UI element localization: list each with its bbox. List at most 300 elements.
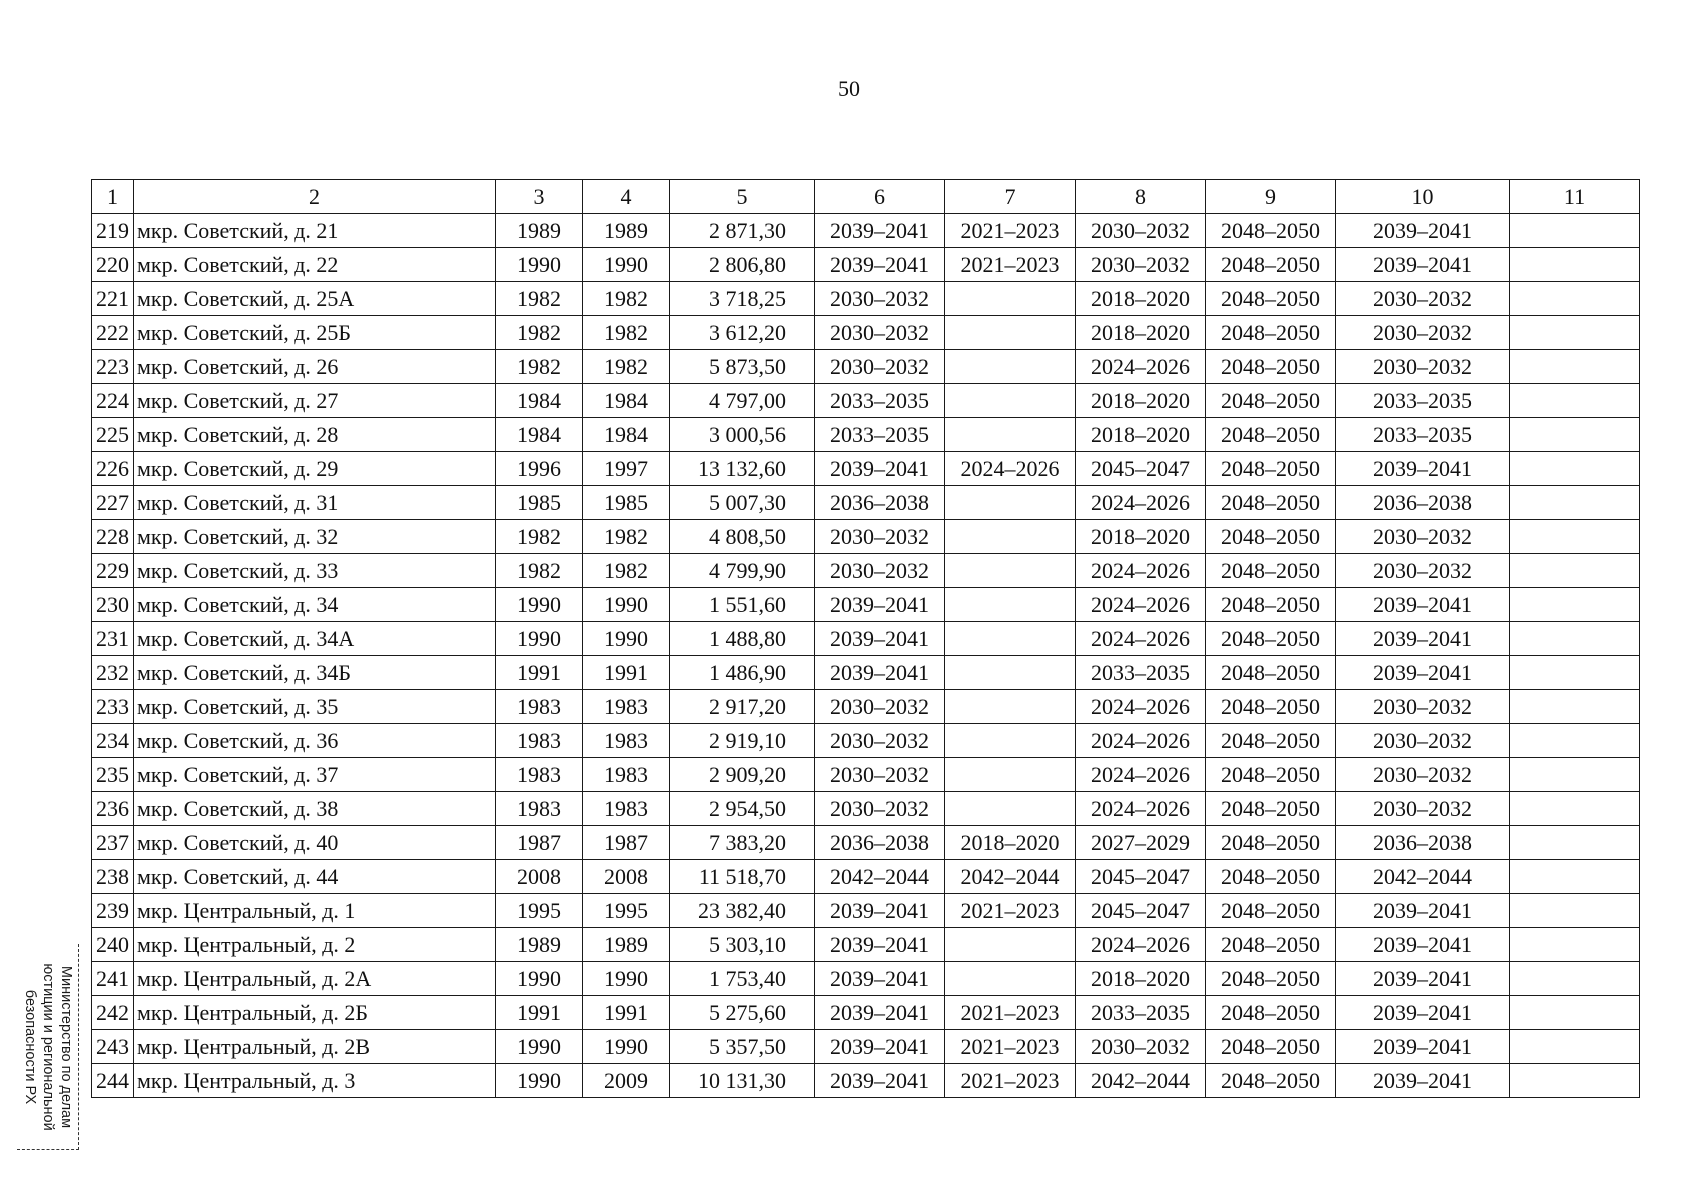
header-cell: 9 [1206,180,1336,214]
table-cell: 4 797,00 [670,384,815,418]
table-cell [1510,1064,1640,1098]
table-cell: 2021–2023 [945,894,1076,928]
table-cell: 5 007,30 [670,486,815,520]
table-row [92,622,1640,656]
table-cell: 1995 [496,894,583,928]
header-cell: 10 [1336,180,1510,214]
table-cell: 2030–2032 [1336,792,1510,826]
table-cell: 1982 [583,520,670,554]
table-cell: 1985 [496,486,583,520]
table-cell: 2018–2020 [1076,282,1206,316]
table-row [92,758,1640,792]
table-cell [945,792,1076,826]
table-cell [945,962,1076,996]
table-cell: 2033–2035 [1076,996,1206,1030]
table-cell: 2030–2032 [815,520,945,554]
table-cell: 2039–2041 [1336,656,1510,690]
table-cell [945,316,1076,350]
table-cell: мкр. Советский, д. 44 [134,860,496,894]
table-cell: 2030–2032 [1336,724,1510,758]
table-row [92,792,1640,826]
table-cell: мкр. Советский, д. 29 [134,452,496,486]
table-cell: 244 [92,1064,134,1098]
header-cell: 3 [496,180,583,214]
table-cell: 1982 [496,554,583,588]
table-row [92,1030,1640,1064]
header-cell: 2 [134,180,496,214]
table-row [92,996,1640,1030]
table-cell: 2048–2050 [1206,486,1336,520]
table-cell: 1990 [496,588,583,622]
table-cell: 1984 [496,418,583,452]
table-cell: мкр. Советский, д. 35 [134,690,496,724]
table-cell: 2 919,10 [670,724,815,758]
table-cell: 2024–2026 [1076,350,1206,384]
header-cell: 11 [1510,180,1640,214]
table-row [92,316,1640,350]
table-cell: 1991 [583,996,670,1030]
table-cell: 2039–2041 [815,1030,945,1064]
table-row [92,520,1640,554]
table-row [92,962,1640,996]
table-cell [1510,724,1640,758]
table-cell [1510,554,1640,588]
housing-register-table [91,179,1640,1098]
table-cell [1510,622,1640,656]
table-cell: 1991 [496,656,583,690]
table-cell [1510,690,1640,724]
table-cell: 1990 [583,248,670,282]
table-cell: 2039–2041 [1336,894,1510,928]
table-cell: 1983 [583,724,670,758]
table-cell: 1982 [496,520,583,554]
table-cell: 2033–2035 [1336,418,1510,452]
header-cell: 5 [670,180,815,214]
table-cell: 2042–2044 [1076,1064,1206,1098]
table-cell [1510,996,1640,1030]
table-cell: 238 [92,860,134,894]
table-cell: 1 486,90 [670,656,815,690]
table-cell: 2048–2050 [1206,962,1336,996]
table-cell: 1982 [583,554,670,588]
table-cell: 13 132,60 [670,452,815,486]
table-cell: мкр. Советский, д. 34А [134,622,496,656]
table-cell: 2030–2032 [1336,350,1510,384]
table-cell [1510,384,1640,418]
table-cell: 241 [92,962,134,996]
table-row [92,214,1640,248]
table-cell: 1984 [583,418,670,452]
table-cell [945,656,1076,690]
table-cell: 2048–2050 [1206,588,1336,622]
table-cell: 2030–2032 [815,554,945,588]
table-cell: 2039–2041 [1336,588,1510,622]
table-cell: 224 [92,384,134,418]
table-cell: 228 [92,520,134,554]
table-cell: 2024–2026 [1076,588,1206,622]
table-cell: 1982 [496,282,583,316]
table-cell: 2033–2035 [815,418,945,452]
table-cell: 2048–2050 [1206,248,1336,282]
table-cell: 239 [92,894,134,928]
table-row [92,894,1640,928]
table-cell [1510,282,1640,316]
table-row [92,248,1640,282]
table-cell: 2030–2032 [1336,520,1510,554]
table-cell: 2030–2032 [815,724,945,758]
table-cell: 2030–2032 [1336,554,1510,588]
table-cell: 2045–2047 [1076,452,1206,486]
table-cell: 2030–2032 [1076,248,1206,282]
table-cell: мкр. Советский, д. 40 [134,826,496,860]
table-cell: 2039–2041 [815,996,945,1030]
table-cell: 1990 [496,1030,583,1064]
table-cell: 2042–2044 [815,860,945,894]
table-cell: 2024–2026 [1076,690,1206,724]
table-cell: 2039–2041 [815,214,945,248]
table-cell [1510,316,1640,350]
stamp-line: безопасности РХ [22,989,38,1105]
table-cell: 2024–2026 [1076,554,1206,588]
table-cell: мкр. Советский, д. 37 [134,758,496,792]
table-cell: 1991 [496,996,583,1030]
table-cell: 222 [92,316,134,350]
table-cell: 1982 [496,316,583,350]
table-cell: 1995 [583,894,670,928]
table-cell [1510,792,1640,826]
table-cell [945,622,1076,656]
table-cell: 1990 [496,622,583,656]
table-row [92,588,1640,622]
table-cell: 2048–2050 [1206,452,1336,486]
table-cell: 2039–2041 [1336,248,1510,282]
table-cell [945,350,1076,384]
table-cell: 2030–2032 [1076,214,1206,248]
table-cell: мкр. Советский, д. 33 [134,554,496,588]
table-cell: 1989 [496,928,583,962]
table-cell: 2018–2020 [1076,520,1206,554]
page-number: 50 [838,76,860,101]
table-cell [945,282,1076,316]
table-cell [1510,588,1640,622]
table-cell: 2008 [583,860,670,894]
table-cell: 2048–2050 [1206,792,1336,826]
table-body [92,214,1640,1098]
header-cell: 7 [945,180,1076,214]
table-cell: 1983 [583,758,670,792]
header-cell: 1 [92,180,134,214]
table-cell: 2039–2041 [815,962,945,996]
table-cell [1510,520,1640,554]
table-cell: 4 808,50 [670,520,815,554]
table-cell: мкр. Советский, д. 26 [134,350,496,384]
table-cell: 2018–2020 [1076,962,1206,996]
table-cell: 5 873,50 [670,350,815,384]
table-cell: 1 753,40 [670,962,815,996]
table-cell: 2039–2041 [815,622,945,656]
table-cell: 2036–2038 [1336,486,1510,520]
table-cell: 2039–2041 [815,248,945,282]
table-cell: 4 799,90 [670,554,815,588]
table-row [92,860,1640,894]
table-cell: 230 [92,588,134,622]
table-cell [945,928,1076,962]
table-cell: 1997 [583,452,670,486]
table-cell: 237 [92,826,134,860]
table-cell [1510,860,1640,894]
table-cell: 1983 [496,690,583,724]
table-cell: мкр. Центральный, д. 1 [134,894,496,928]
table-cell: 242 [92,996,134,1030]
table-cell: 2030–2032 [815,792,945,826]
table-cell [945,486,1076,520]
table-cell: 2030–2032 [815,690,945,724]
table-cell: 1982 [583,316,670,350]
table-row [92,384,1640,418]
table-cell: 1983 [496,758,583,792]
table-cell: 10 131,30 [670,1064,815,1098]
table-cell: 1985 [583,486,670,520]
table-cell: 2024–2026 [1076,622,1206,656]
table-cell: 23 382,40 [670,894,815,928]
table-cell: 2008 [496,860,583,894]
table-cell [1510,758,1640,792]
table-row [92,350,1640,384]
table-cell: 2024–2026 [1076,928,1206,962]
table-cell: 2030–2032 [815,316,945,350]
table-cell: 243 [92,1030,134,1064]
table-cell: 2042–2044 [945,860,1076,894]
table-cell: 225 [92,418,134,452]
table-cell: 11 518,70 [670,860,815,894]
table-cell: 5 303,10 [670,928,815,962]
table-cell: мкр. Центральный, д. 2А [134,962,496,996]
table-cell: 1990 [496,1064,583,1098]
table-cell: 2024–2026 [945,452,1076,486]
table-cell: 2039–2041 [1336,928,1510,962]
table-cell: 1989 [496,214,583,248]
table-cell: 2039–2041 [1336,214,1510,248]
table-cell: 2048–2050 [1206,690,1336,724]
table-cell: 7 383,20 [670,826,815,860]
table-cell: 226 [92,452,134,486]
table-cell [1510,826,1640,860]
table-cell: мкр. Центральный, д. 2В [134,1030,496,1064]
table-cell: мкр. Советский, д. 28 [134,418,496,452]
table-cell: 2045–2047 [1076,860,1206,894]
table-cell [945,554,1076,588]
table-cell: 223 [92,350,134,384]
table-row [92,724,1640,758]
table-cell: 233 [92,690,134,724]
table-cell: 231 [92,622,134,656]
table-cell [945,418,1076,452]
table-cell: 2009 [583,1064,670,1098]
stamp-line: Министерство по делам [58,965,74,1129]
table-cell: 2030–2032 [815,282,945,316]
ministry-stamp [17,944,79,1150]
table-header-row [92,180,1640,214]
table-cell: 3 718,25 [670,282,815,316]
table-cell: 2018–2020 [1076,418,1206,452]
table-cell: 2039–2041 [1336,996,1510,1030]
table-cell: 1 551,60 [670,588,815,622]
stamp-text [17,944,79,1150]
table-cell: 2039–2041 [815,452,945,486]
table-cell: 1983 [583,792,670,826]
table-cell [1510,418,1640,452]
table-cell: 2030–2032 [1076,1030,1206,1064]
table-cell: 1984 [496,384,583,418]
table-cell: 2021–2023 [945,248,1076,282]
table-cell [945,690,1076,724]
table-cell: 2024–2026 [1076,724,1206,758]
table-cell: 2039–2041 [1336,1064,1510,1098]
table-cell [1510,894,1640,928]
table-cell: 2039–2041 [1336,1030,1510,1064]
table-cell: 1984 [583,384,670,418]
table-cell: 2024–2026 [1076,792,1206,826]
table-row [92,690,1640,724]
table-cell: 227 [92,486,134,520]
table-cell: 2039–2041 [1336,452,1510,486]
table-cell: 2 806,80 [670,248,815,282]
table-cell: 2021–2023 [945,996,1076,1030]
table-row [92,826,1640,860]
table-cell: мкр. Центральный, д. 2 [134,928,496,962]
table-cell: 1982 [583,282,670,316]
table-cell: 1989 [583,214,670,248]
table-cell: 2048–2050 [1206,622,1336,656]
table-cell: мкр. Советский, д. 21 [134,214,496,248]
table-cell: 2 954,50 [670,792,815,826]
table-cell: 1982 [496,350,583,384]
table-cell: 2048–2050 [1206,894,1336,928]
table-cell [1510,214,1640,248]
table-cell [1510,486,1640,520]
table-cell: 2048–2050 [1206,282,1336,316]
table-cell: 2048–2050 [1206,384,1336,418]
table-cell [945,384,1076,418]
table-row [92,452,1640,486]
table-cell: мкр. Центральный, д. 3 [134,1064,496,1098]
table-cell: 2048–2050 [1206,724,1336,758]
table-row [92,554,1640,588]
table-cell: 2048–2050 [1206,520,1336,554]
table-cell: 2021–2023 [945,1030,1076,1064]
table-cell: 3 612,20 [670,316,815,350]
table-cell [945,520,1076,554]
table-cell: 234 [92,724,134,758]
table-cell: 2039–2041 [815,656,945,690]
table-cell: 2030–2032 [815,350,945,384]
table-cell: мкр. Центральный, д. 2Б [134,996,496,1030]
header-cell: 6 [815,180,945,214]
table-cell: 2021–2023 [945,214,1076,248]
table-cell: 2033–2035 [1336,384,1510,418]
table-cell [945,588,1076,622]
table-cell [945,758,1076,792]
table-cell: 1 488,80 [670,622,815,656]
table-cell: 2030–2032 [815,758,945,792]
table-cell: 2018–2020 [1076,316,1206,350]
stamp-line: юстиции и региональной [40,963,56,1131]
table-cell: 2027–2029 [1076,826,1206,860]
table-cell: 2048–2050 [1206,418,1336,452]
table-cell: 1990 [583,962,670,996]
table-cell: 221 [92,282,134,316]
table-cell [1510,656,1640,690]
table-cell: 220 [92,248,134,282]
table-cell: мкр. Советский, д. 31 [134,486,496,520]
table-cell: 2033–2035 [1076,656,1206,690]
table-cell: 2048–2050 [1206,860,1336,894]
table-cell: мкр. Советский, д. 22 [134,248,496,282]
header-cell: 4 [583,180,670,214]
table-cell: 2030–2032 [1336,690,1510,724]
table-cell: 2036–2038 [1336,826,1510,860]
table-cell: 1987 [496,826,583,860]
table-cell: мкр. Советский, д. 25А [134,282,496,316]
table-cell: 1990 [583,622,670,656]
table-cell: 2018–2020 [945,826,1076,860]
table-cell: 2048–2050 [1206,350,1336,384]
table-cell: 2033–2035 [815,384,945,418]
table-row [92,928,1640,962]
table-cell: 2021–2023 [945,1064,1076,1098]
table-cell: 2018–2020 [1076,384,1206,418]
table-cell: 2048–2050 [1206,928,1336,962]
table-cell: мкр. Советский, д. 25Б [134,316,496,350]
table-cell: 232 [92,656,134,690]
table-cell: 2048–2050 [1206,826,1336,860]
table-row [92,486,1640,520]
table-cell: 2030–2032 [1336,316,1510,350]
table-cell [1510,452,1640,486]
table-cell: мкр. Советский, д. 27 [134,384,496,418]
table-cell: 1989 [583,928,670,962]
table-cell: 3 000,56 [670,418,815,452]
table-cell: 2039–2041 [1336,622,1510,656]
table-cell: 219 [92,214,134,248]
table-cell: 2030–2032 [1336,282,1510,316]
table-cell: 1990 [496,962,583,996]
table-cell: 2 909,20 [670,758,815,792]
header-cell: 8 [1076,180,1206,214]
table-cell: 2048–2050 [1206,758,1336,792]
table-cell: 235 [92,758,134,792]
table-cell: мкр. Советский, д. 38 [134,792,496,826]
table-cell: 2048–2050 [1206,316,1336,350]
table-cell: 2048–2050 [1206,1030,1336,1064]
table-cell: 236 [92,792,134,826]
table-cell: 2030–2032 [1336,758,1510,792]
table-cell: 1990 [583,588,670,622]
table-cell: 2024–2026 [1076,486,1206,520]
table-cell: 1983 [496,724,583,758]
table-cell: 1990 [583,1030,670,1064]
table-cell: 240 [92,928,134,962]
table-cell: 2036–2038 [815,826,945,860]
table-cell: 2039–2041 [815,894,945,928]
table-cell: 2039–2041 [1336,962,1510,996]
table-cell: 2048–2050 [1206,214,1336,248]
table-cell: 1991 [583,656,670,690]
table-cell: 2036–2038 [815,486,945,520]
table-cell: мкр. Советский, д. 36 [134,724,496,758]
table-cell: 1987 [583,826,670,860]
table-cell: 2048–2050 [1206,996,1336,1030]
